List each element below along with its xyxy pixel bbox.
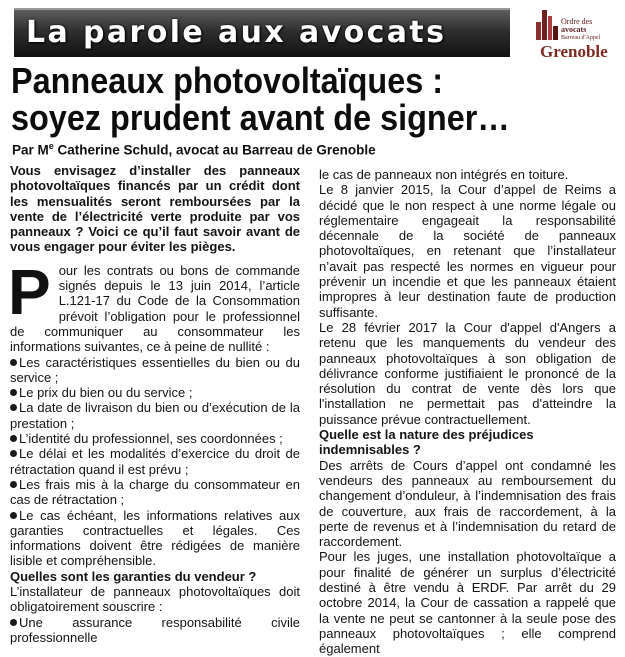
scales-emblem-icon: [536, 10, 558, 40]
intro-paragraph: Pour les contrats ou bons de commande signés depuis le 13 juin 2014, l’article L.121-17 du Code de la Consommation prévoit l’obligation pour le professionnel de communiquer au consommateur les informations suivantes, ce à peine de nullité :: [8, 255, 300, 355]
list-item: Une assurance responsabilité civile professionnelle: [10, 614, 300, 645]
bar-association-logo: [518, 8, 622, 62]
subheading-guarantees: Quelles sont les garanties du vendeur ?: [10, 568, 257, 584]
paragraph: Le 8 janvier 2015, la Cour d’appel de Reims a décidé que le non respect à une norme légale ou réglementaire engageait la responsabilité décennale de la société de panneaux photovoltaïques, en retenant que l’installateur n’avait pas respecté les normes en vigueur pour prévenir un incendie et que les panneaux étaient impropres à leur destination faute de production suffisante.: [319, 182, 616, 320]
list-item: Le cas échéant, les informations relatives aux garanties contractuelles et légales. Ces informations doivent être rédigées de manière lisible et compréhensible.: [10, 507, 300, 569]
article-headline: [11, 60, 510, 138]
bullet-icon: [10, 404, 17, 411]
bullet-icon: [10, 512, 17, 519]
headline-line-2: soyez prudent avant de signer…: [11, 97, 510, 138]
list-item: Le délai et les modalités d’exercice du droit de rétractation quand il est prévu ;: [10, 446, 300, 477]
paragraph: Pour les juges, une installation photovoltaïque a pour finalité de générer un surplus d’électricité destiné à être vendu à ERDF. Par arrêt du 29 octobre 2014, la Cour de cassation a rappelé que la vente ne peut se cantonner à la seule pose des panneaux photovoltaïques ; elle comprend également: [319, 549, 616, 657]
list-item: Les frais mis à la charge du consommateur en cas de rétractation ;: [10, 476, 300, 508]
paragraph: L’installateur de panneaux photovoltaïques doit obligatoirement souscrire :: [10, 584, 300, 615]
section-banner: [14, 8, 510, 57]
list-item: Les caractéristiques essentielles du bien ou du service ;: [10, 354, 300, 385]
article-lead: Vous envisagez d’installer des panneaux photovoltaïques financés par un crédit dont les mensualités seront remboursées par la vente de l’électricité verte produite par vos panneaux ? Voici ce qu’il faut savoir avant de vous engager pour éviter les pièges.: [10, 163, 300, 255]
list-item: La date de livraison du bien ou d’exécution de la prestation ;: [10, 400, 300, 431]
list-item: L’identité du professionnel, ses coordonnées ;: [10, 431, 300, 446]
section-title: La parole aux avocats: [26, 15, 447, 50]
bullet-icon: [10, 619, 17, 626]
bullet-icon: [10, 435, 17, 442]
drop-cap: P: [8, 255, 51, 328]
article-byline: Par Me Catherine Schuld, avocat au Barreau de Grenoble: [12, 141, 376, 158]
required-info-list: [10, 355, 300, 569]
bullet-icon: [10, 359, 17, 366]
bullet-icon: [10, 481, 17, 488]
bullet-icon: [10, 389, 17, 396]
paragraph: Des arrêts de Cours d’appel ont condamné les vendeurs des panneaux au remboursement du changement d’onduleur, à l’indemnisation des frais de couverture, aux frais de raccordement, à la perte de revenus et à l’indemnisation du retard de raccordement.: [319, 457, 616, 550]
paragraph: Le 28 février 2017 la Cour d'appel d'Angers a retenu que les manquements du vendeur des panneaux photovoltaïques à son obligation de délivrance conforme justifiaient le prononcé de la résolution du contrat de vente dès lors que l'installation ne permettait pas d'atteindre la puissance prévue contractuellement.: [319, 319, 616, 427]
logo-city: Grenoble: [540, 42, 608, 61]
list-item: Le prix du bien ou du service ;: [10, 385, 300, 400]
article-column-left: [8, 163, 300, 645]
bullet-icon: [10, 450, 17, 457]
paragraph: le cas de panneaux non intégrés en toiture.: [319, 167, 569, 182]
headline-line-1: Panneaux photovoltaïques :: [11, 60, 444, 101]
subheading-damages: Quelle est la nature des préjudices indemnisables ?: [319, 427, 534, 458]
article-column-right: [319, 167, 616, 657]
logo-text: Ordre des avocats Barreau d'Appel: [561, 17, 601, 41]
